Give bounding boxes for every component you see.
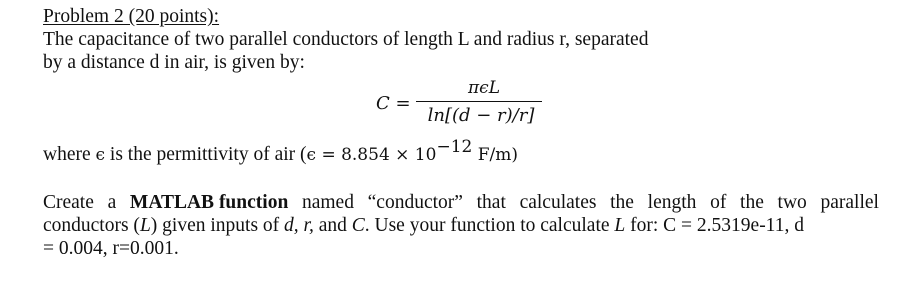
task-line-1-words [43, 191, 879, 214]
permittivity-unit: F/m) [472, 145, 519, 165]
task-word: length [647, 192, 697, 213]
task-word: parallel [820, 192, 879, 213]
equation-denominator: ln[(d − r)/r] [427, 105, 535, 126]
task-word: two [777, 192, 807, 213]
equation-numerator: πϵL [468, 78, 500, 98]
task-values: for: C = 2.5319e-11, d [625, 215, 804, 236]
task-word: that [476, 192, 506, 213]
permittivity-line [43, 137, 519, 166]
task-line-2 [43, 214, 879, 237]
task-text: . Use your function to calculate [364, 215, 615, 236]
task-var-L: L [139, 215, 151, 236]
task-vars-d-r: d, r, [284, 215, 314, 236]
intro-line-2: by a distance d in air, is given by: [43, 52, 305, 73]
fraction-bar [416, 101, 542, 102]
equation-lhs: C = [376, 93, 411, 114]
where-prefix: where [43, 144, 96, 165]
task-word: named [301, 192, 354, 213]
task-word: calculates [519, 192, 597, 213]
where-mid: is the permittivity of air ( [105, 144, 307, 165]
task-line-1 [43, 191, 879, 214]
task-word: a [107, 192, 117, 213]
task-word: the [740, 192, 764, 213]
task-var-L: L [614, 215, 626, 236]
intro-line-1: The capacitance of two parallel conductors of length L and radius r, separated [43, 29, 649, 50]
task-word: “conductor” [367, 192, 463, 213]
task-word: MATLAB function [129, 192, 289, 213]
permittivity-exponent: −12 [436, 137, 473, 157]
task-line-3: = 0.004, r=0.001. [43, 238, 179, 259]
task-var-C: C [351, 215, 365, 236]
epsilon-symbol: ϵ [95, 145, 106, 165]
task-text: ) given inputs of [150, 215, 285, 236]
task-word: Create [43, 192, 94, 213]
problem-heading: Problem 2 (20 points): [43, 6, 220, 27]
capacitance-equation [376, 76, 556, 136]
task-text: conductors ( [43, 215, 140, 236]
permittivity-expression: ϵ = 8.854 × 10 [306, 145, 437, 165]
task-text: and [313, 215, 352, 236]
task-word: of [710, 192, 727, 213]
task-word: the [610, 192, 634, 213]
